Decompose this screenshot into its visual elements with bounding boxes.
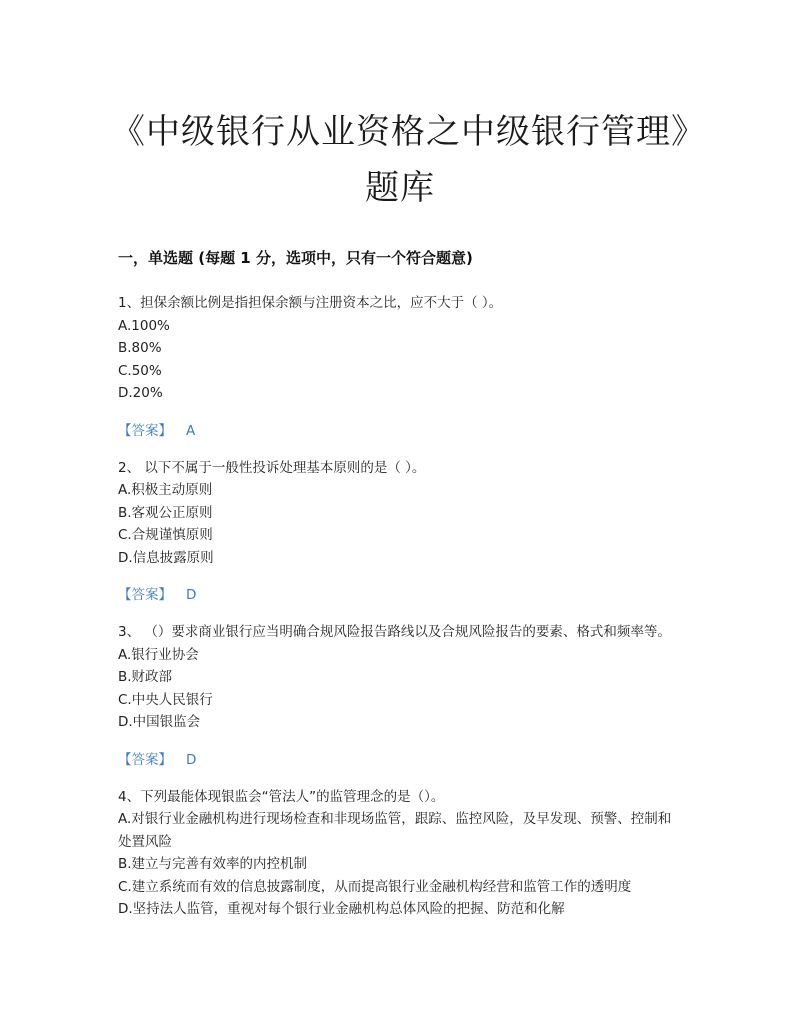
option: C.合规谨慎原则	[118, 527, 213, 543]
section-heading: 一，单选题 (每题 1 分，选项中，只有一个符合题意)	[118, 249, 473, 267]
question-item	[118, 621, 683, 771]
answer-label: 【答案】	[118, 751, 172, 768]
option: B.财政部	[118, 669, 173, 685]
option: C.50%	[118, 362, 162, 379]
answer-line	[118, 584, 683, 606]
question-item	[118, 786, 683, 921]
question-item	[118, 457, 683, 607]
question-stem: 4、下列最能体现银监会“管法人”的监管理念的是（）。	[118, 788, 445, 805]
answer-value: A	[186, 422, 196, 439]
option: B.建立与完善有效率的内控机制	[118, 856, 308, 872]
option: C.建立系统而有效的信息披露制度，从而提高银行业金融机构经营和监管工作的透明度	[118, 878, 632, 895]
option: D.20%	[118, 385, 163, 401]
option: D.信息披露原则	[118, 549, 214, 566]
question-list	[118, 292, 683, 921]
option: A.积极主动原则	[118, 482, 213, 498]
option: C.中央人民银行	[118, 691, 213, 708]
answer-line	[118, 420, 683, 442]
question-item	[118, 292, 683, 442]
option: A.银行业协会	[118, 646, 199, 663]
question-stem: 3、 （）要求商业银行应当明确合规风险报告路线以及合规风险报告的要素、格式和频率等。	[118, 624, 671, 640]
answer-line	[118, 749, 683, 771]
question-stem: 2、 以下不属于一般性投诉处理基本原则的是（ ）。	[118, 459, 426, 476]
option: D.坚持法人监管，重视对每个银行业金融机构总体风险的把握、防范和化解	[118, 901, 565, 917]
answer-label: 【答案】	[118, 422, 172, 439]
answer-value: D	[186, 587, 197, 603]
answer-label: 【答案】	[118, 587, 172, 603]
option: A.100%	[118, 317, 170, 334]
option: D.中国银监会	[118, 714, 201, 730]
option: B.客观公正原则	[118, 504, 213, 521]
option: A.对银行业金融机构进行现场检查和非现场监管，跟踪、监控风险，及早发现、预警、控制和处置风险	[118, 811, 672, 850]
option: B.80%	[118, 340, 162, 356]
answer-value: D	[186, 751, 197, 768]
question-stem: 1、担保余额比例是指担保余额与注册资本之比，应不大于（ ）。	[118, 295, 503, 311]
page-title: 《中级银行从业资格之中级银行管理》题库	[111, 112, 689, 208]
